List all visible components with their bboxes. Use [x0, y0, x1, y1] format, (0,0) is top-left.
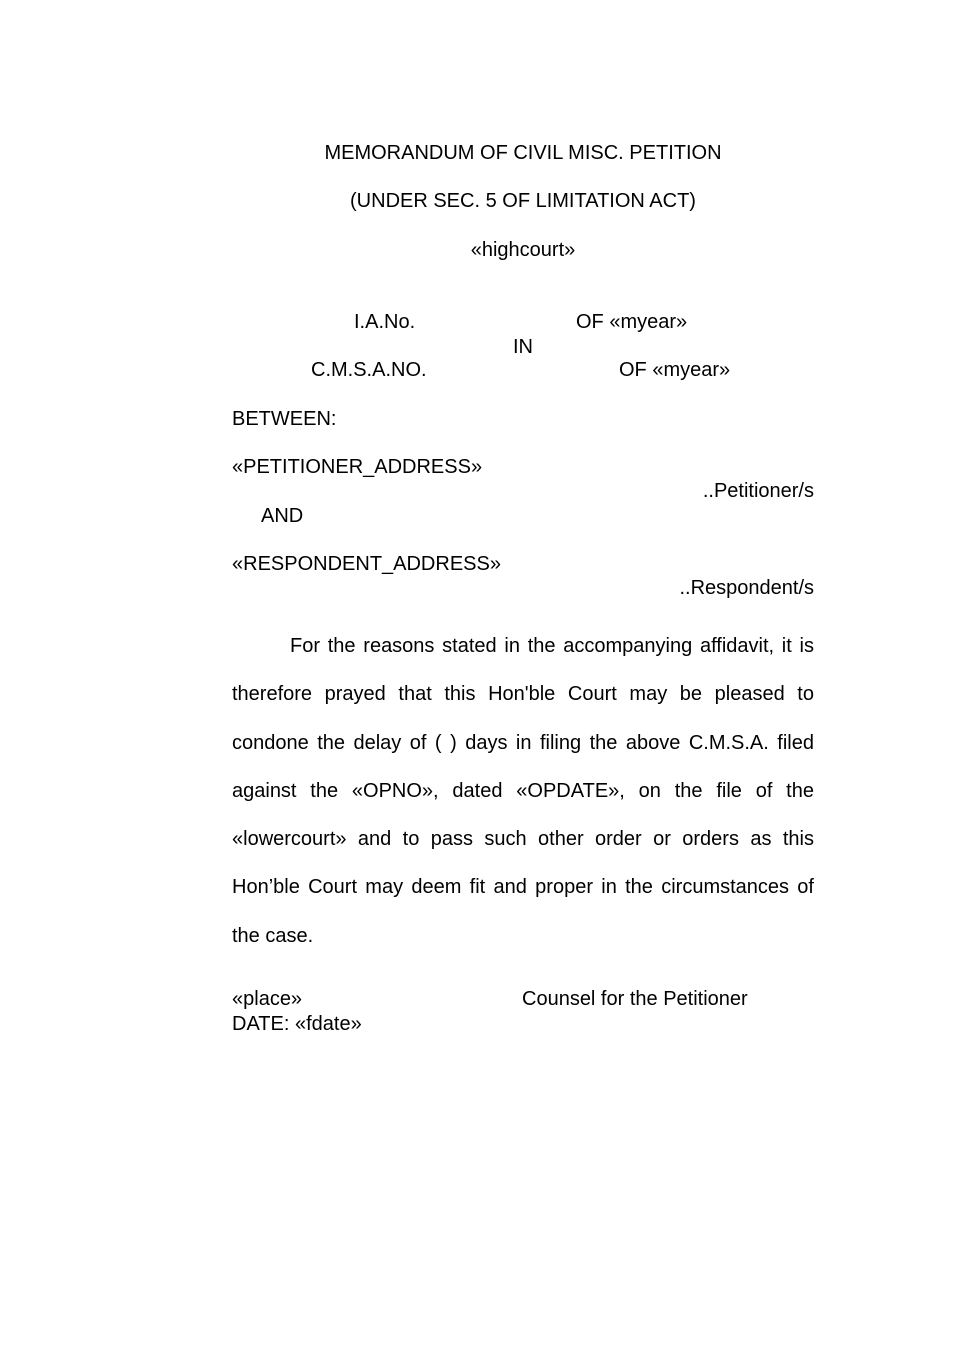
petitioner-address: «PETITIONER_ADDRESS»	[232, 456, 483, 478]
between-label: BETWEEN:	[232, 408, 337, 430]
ia-year: OF «myear»	[576, 311, 688, 333]
ia-number-label: I.A.No.	[354, 311, 416, 333]
date-field: DATE: «fdate»	[232, 1013, 362, 1035]
cmsa-number-label: C.M.S.A.NO.	[311, 359, 427, 381]
prayer-paragraph: For the reasons stated in the accompanying affidavit, it is therefore prayed that this Hon'ble Court may be pleased to condone the delay of ( ) days in filing the above C.M.S.A. filed against the «OPNO», dated «OPDATE», on the file of the «lowercourt» and to pass such other order or orders as this Hon’ble Court may deem fit and proper in the circumstances of the case.	[232, 635, 814, 947]
in-label: IN	[513, 336, 533, 358]
cmsa-year: OF «myear»	[619, 359, 731, 381]
and-label: AND	[261, 505, 304, 527]
petitioner-role: ..Petitioner/s	[702, 480, 814, 502]
counsel-signature-label: Counsel for the Petitioner	[522, 988, 748, 1010]
document-title: MEMORANDUM OF CIVIL MISC. PETITION	[324, 142, 722, 164]
place-field: «place»	[232, 988, 303, 1010]
respondent-address: «RESPONDENT_ADDRESS»	[232, 553, 501, 575]
respondent-role: ..Respondent/s	[679, 577, 814, 599]
document-subtitle: (UNDER SEC. 5 OF LIMITATION ACT)	[350, 190, 696, 212]
court-name: «highcourt»	[470, 239, 576, 261]
